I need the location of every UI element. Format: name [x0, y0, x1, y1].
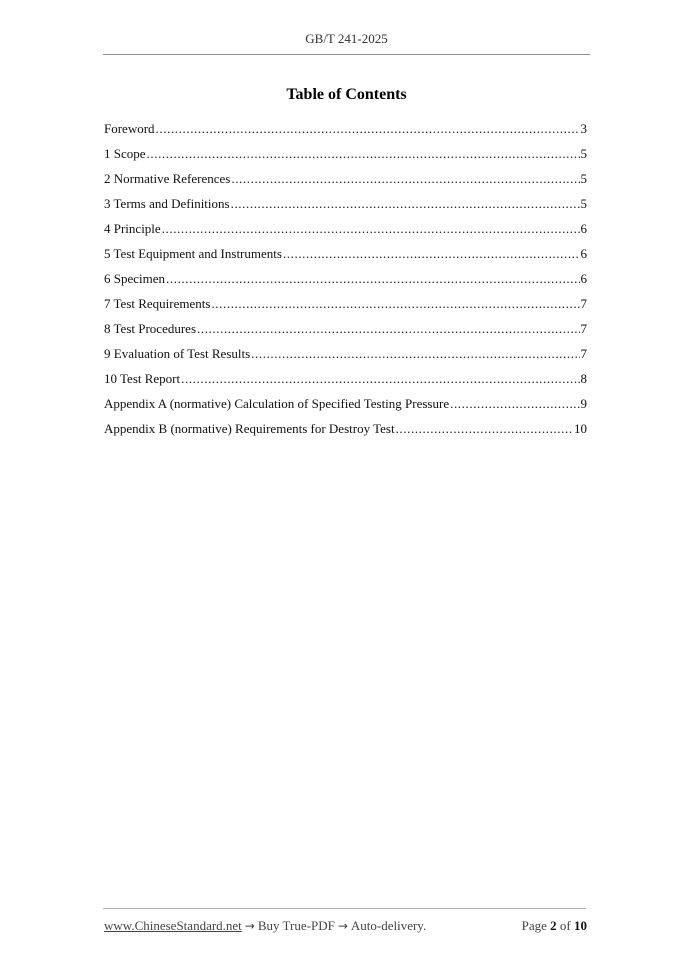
toc-dot-leader [450, 395, 579, 413]
arrow-right-icon: → [337, 919, 348, 933]
toc-item-page: 7 [580, 346, 587, 361]
current-page-number: 2 [550, 918, 557, 933]
toc-item-page: 6 [580, 271, 587, 286]
toc-dot-leader [211, 295, 579, 313]
toc-item-principle[interactable] [104, 220, 587, 245]
toc-dot-leader [147, 145, 580, 163]
toc-item-label: 3 Terms and Definitions [104, 196, 230, 211]
toc-item-appendix-b[interactable] [104, 420, 587, 445]
toc-item-label: 5 Test Equipment and Instruments [104, 246, 282, 261]
toc-item-label: 2 Normative References [104, 171, 231, 186]
toc-item-label: 1 Scope [104, 146, 146, 161]
toc-title: Table of Contents [286, 86, 407, 103]
site-link[interactable]: www.ChineseStandard.net [104, 918, 242, 933]
toc-item-label: 10 Test Report [104, 371, 181, 386]
toc-dot-leader [166, 270, 579, 288]
toc-dot-leader [396, 420, 573, 438]
footer-divider [103, 908, 586, 909]
arrow-right-icon: → [244, 919, 255, 933]
toc-item-appendix-a[interactable] [104, 395, 587, 420]
toc-item-evaluation[interactable] [104, 345, 587, 370]
toc-item-test-equipment[interactable] [104, 245, 587, 270]
toc-dot-leader [197, 320, 580, 338]
toc-item-page: 6 [580, 246, 587, 261]
toc-item-normative-references[interactable] [104, 170, 587, 195]
total-pages-number: 10 [574, 918, 587, 933]
page-prefix: Page [521, 918, 547, 933]
toc-item-label: 7 Test Requirements [104, 296, 211, 311]
toc-item-label: 6 Specimen [104, 271, 166, 286]
header-divider [103, 54, 590, 55]
buy-text: Buy True-PDF [257, 918, 335, 933]
toc-item-scope[interactable] [104, 145, 587, 170]
toc-item-label: Foreword [104, 121, 155, 136]
page-header: GB/T 241-2025 [305, 31, 388, 46]
toc-item-page: 8 [580, 371, 587, 386]
toc-dot-leader [181, 370, 579, 388]
toc-item-page: 5 [580, 146, 587, 161]
page-indicator [522, 918, 587, 934]
toc-item-test-procedures[interactable] [104, 320, 587, 345]
footer-promo [104, 918, 426, 934]
delivery-text: Auto-delivery. [350, 918, 427, 933]
page-footer [104, 918, 587, 934]
toc-item-label: Appendix A (normative) Calculation of Specified Testing Pressure [104, 396, 450, 411]
toc-item-page: 6 [580, 221, 587, 236]
toc-dot-leader [162, 220, 580, 238]
toc-item-page: 5 [580, 171, 587, 186]
toc-item-page: 5 [580, 196, 587, 211]
toc-dot-leader [231, 195, 580, 213]
toc-dot-leader [156, 120, 580, 138]
toc-item-foreword[interactable] [104, 120, 587, 145]
toc-item-page: 3 [580, 121, 587, 136]
toc-item-page: 7 [580, 321, 587, 336]
toc-item-page: 9 [580, 396, 587, 411]
toc-item-label: 4 Principle [104, 221, 161, 236]
page-of-text: of [559, 918, 571, 933]
toc-dot-leader [283, 245, 580, 263]
toc-dot-leader [231, 170, 579, 188]
toc-item-page: 10 [574, 421, 587, 436]
toc-dot-leader [251, 345, 579, 363]
toc-item-label: 9 Evaluation of Test Results [104, 346, 251, 361]
toc-list [104, 120, 587, 445]
toc-item-test-requirements[interactable] [104, 295, 587, 320]
toc-item-specimen[interactable] [104, 270, 587, 295]
toc-item-test-report[interactable] [104, 370, 587, 395]
toc-item-label: Appendix B (normative) Requirements for Destroy Test [104, 421, 395, 436]
toc-item-label: 8 Test Procedures [104, 321, 196, 336]
toc-item-terms-definitions[interactable] [104, 195, 587, 220]
toc-item-page: 7 [580, 296, 587, 311]
